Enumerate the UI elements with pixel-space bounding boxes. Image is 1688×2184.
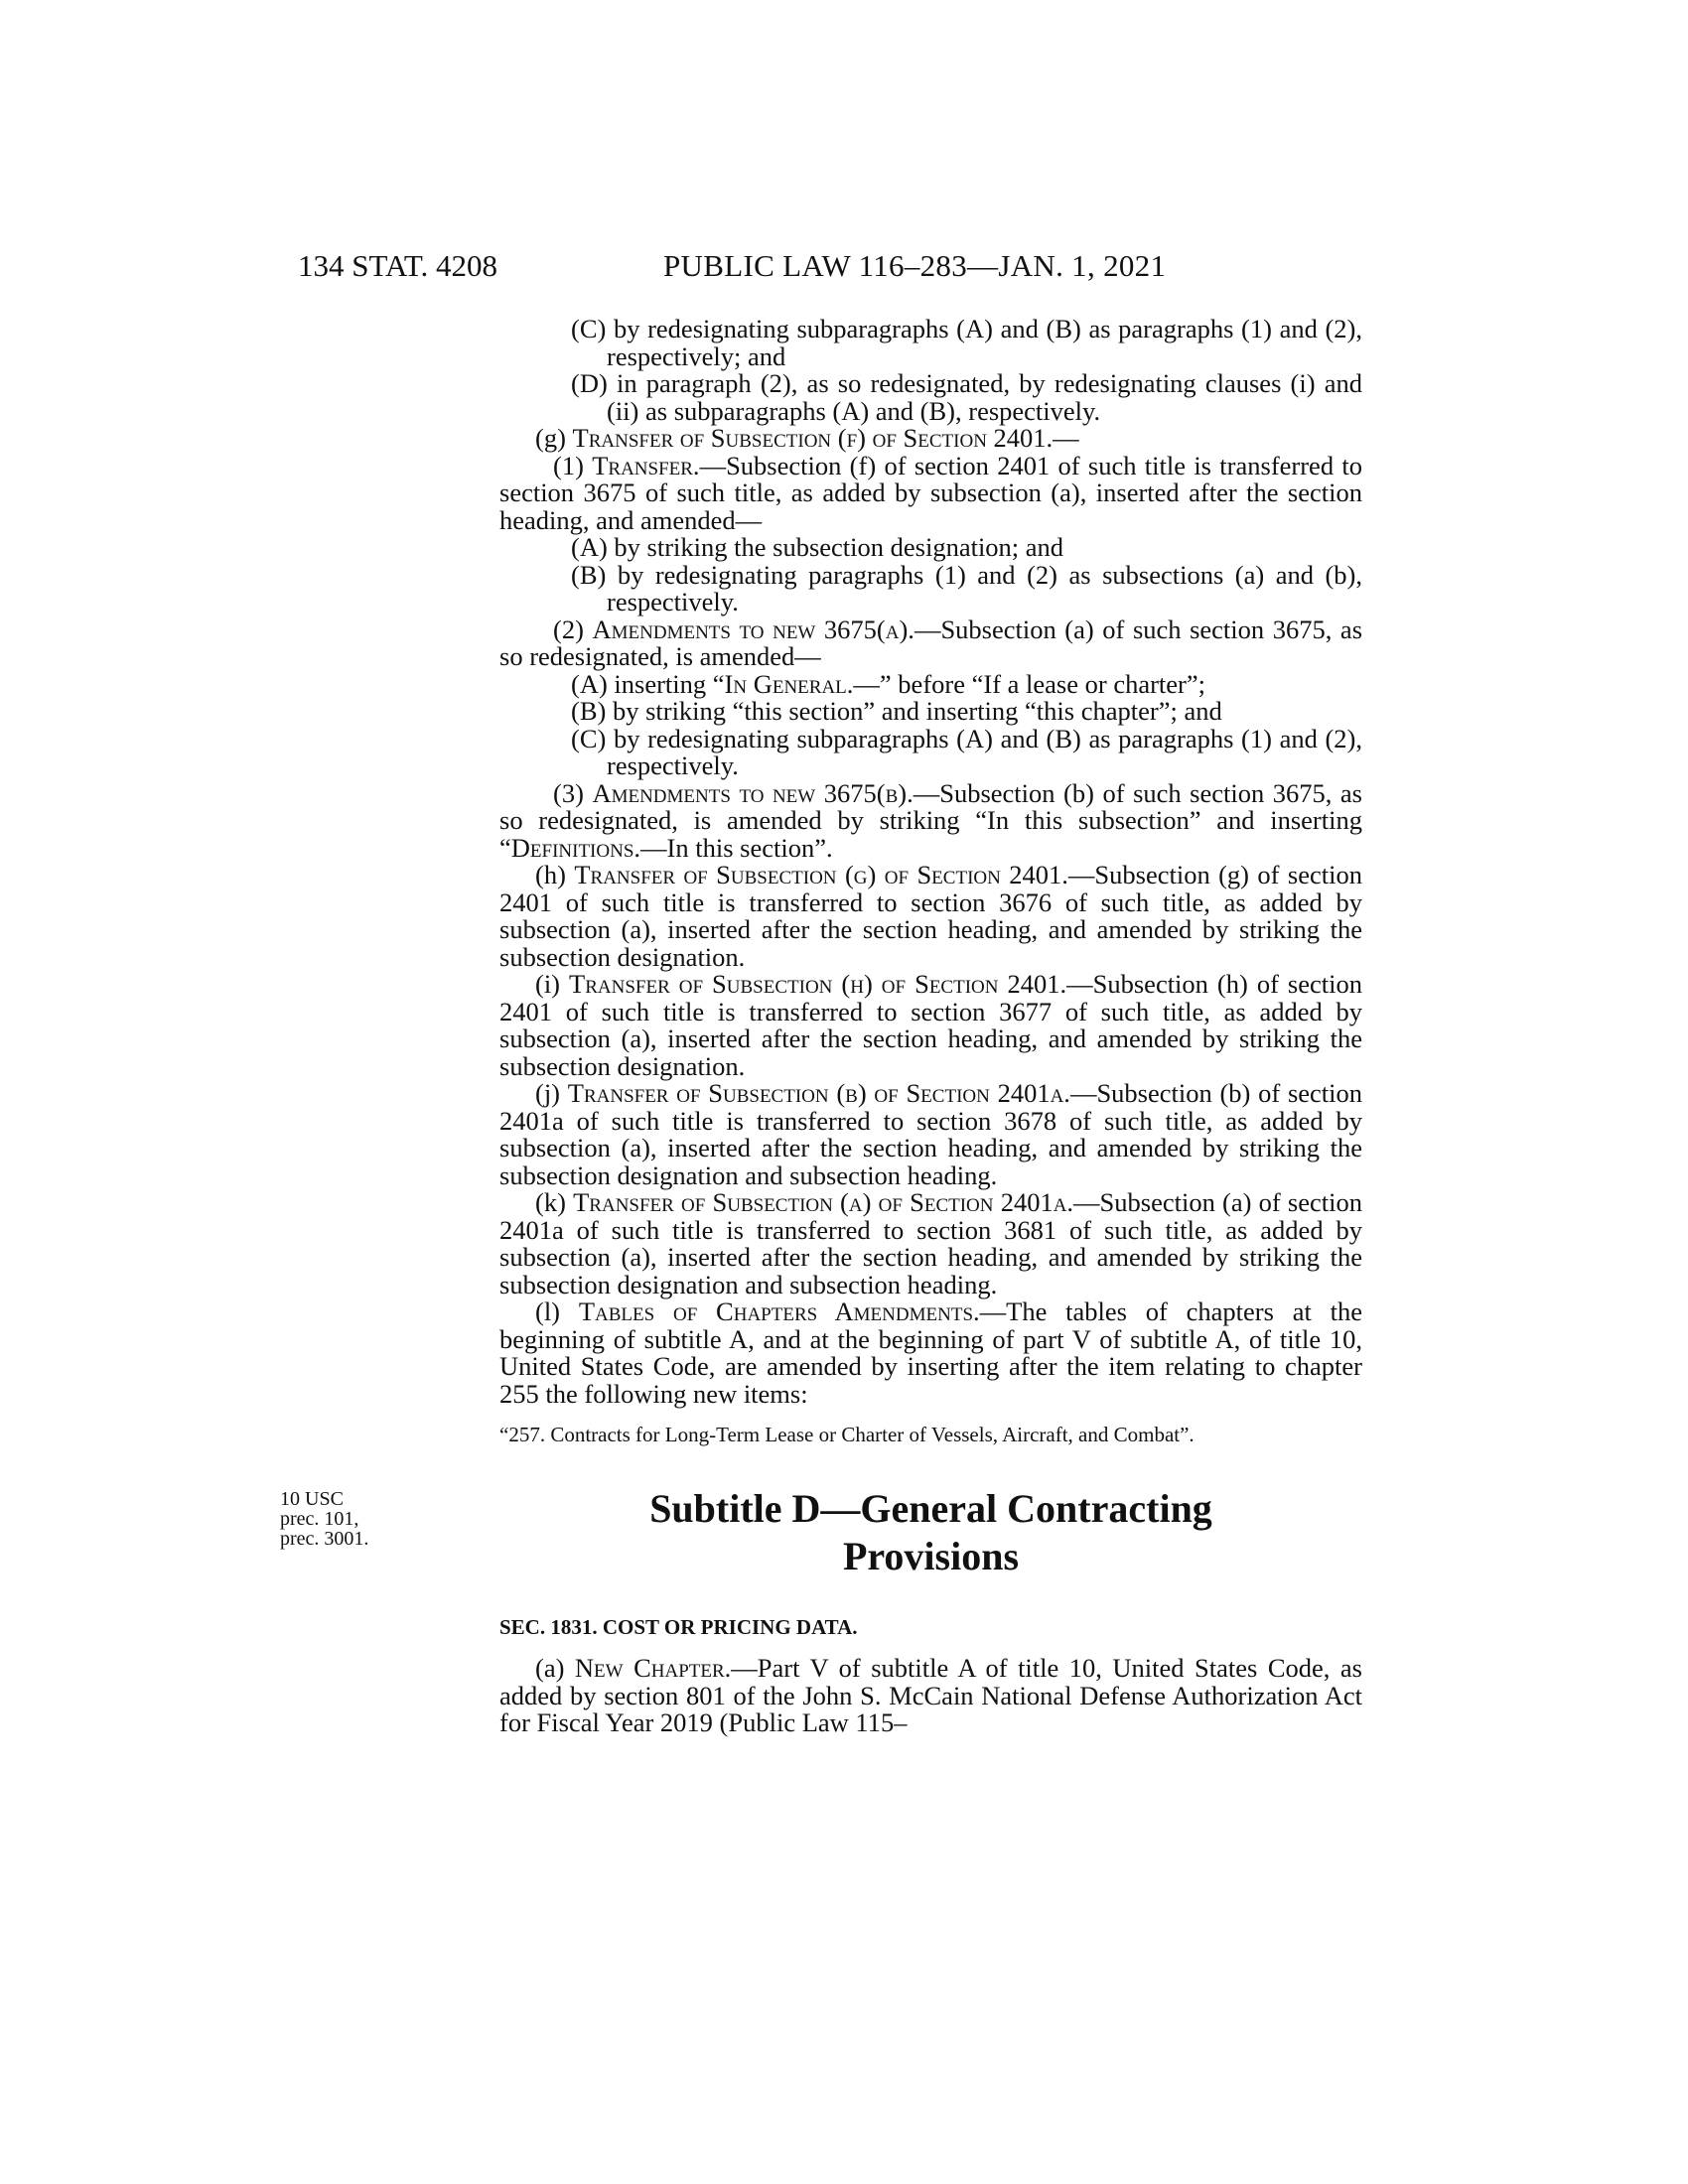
subparagraph-a-striking: (A) by striking the subsection designation; and bbox=[571, 532, 1064, 562]
margin-note-line: prec. 101, bbox=[280, 1508, 359, 1530]
margin-note-line: prec. 3001. bbox=[280, 1528, 369, 1550]
subsection-i-transfer: (i) Transfer of Subsection (h) of Section 2401.—Subsection (h) of section 2401 of such title is transferred to section 3677 of such title, as added by subsection (a), inserted after the section heading, and amended by striking the subsection designation. bbox=[499, 969, 1362, 1081]
subtitle-line: Subtitle D—General Contracting bbox=[649, 1485, 1212, 1531]
paragraph-c-redesignating: (C) by redesignating subparagraphs (A) and (B) as paragraphs (1) and (2), respectively; and bbox=[571, 314, 1362, 371]
paragraph-1-transfer: (1) Transfer.—Subsection (f) of section 2401 of such title is transferred to section 3675 of such title, as added by subsection (a), inserted after the section heading, and amended— bbox=[499, 450, 1362, 535]
subsection-j-transfer: (j) Transfer of Subsection (b) of Section 2401a.—Subsection (b) of section 2401a of such title is transferred to section 3678 of such title, as added by subsection (a), inserted after the section heading, and amended by striking the subsection designation and subsection heading. bbox=[499, 1078, 1362, 1190]
paragraph-d-redesignating-clauses: (D) in paragraph (2), as so redesignated, by redesignating clauses (i) and (ii) as subparagraphs (A) and (B), respectively. bbox=[571, 368, 1362, 426]
subparagraph-a-inserting: (A) inserting “In General.—” before “If a lease or charter”; bbox=[571, 668, 1205, 699]
section-heading: SEC. 1831. COST OR PRICING DATA. bbox=[499, 1614, 858, 1639]
stat-page-number: 134 STAT. 4208 bbox=[298, 248, 498, 283]
subsection-h-transfer: (h) Transfer of Subsection (g) of Section 2401.—Subsection (g) of section 2401 of such title is transferred to section 3676 of such title, as added by subsection (a), inserted after the section heading, and amended by striking the subsection designation. bbox=[499, 860, 1362, 972]
subtitle-heading bbox=[499, 1485, 1362, 1580]
margin-note-line: 10 USC bbox=[280, 1488, 344, 1510]
margin-citation-note bbox=[280, 1489, 419, 1549]
subparagraph-b-striking-section: (B) by striking “this section” and inserting “this chapter”; and bbox=[571, 696, 1222, 726]
subparagraph-c-redesignating: (C) by redesignating subparagraphs (A) and (B) as paragraphs (1) and (2), respectively. bbox=[571, 723, 1362, 780]
subparagraph-b-redesignating: (B) by redesignating paragraphs (1) and (2) as subsections (a) and (b), respectively. bbox=[571, 559, 1362, 616]
subsection-k-transfer: (k) Transfer of Subsection (a) of Section 2401a.—Subsection (a) of section 2401a of such title is transferred to section 3681 of such title, as added by subsection (a), inserted after the section heading, and amended by striking the subsection designation and subsection heading. bbox=[499, 1187, 1362, 1299]
running-head: PUBLIC LAW 116–283—JAN. 1, 2021 bbox=[663, 248, 1167, 283]
subsection-g-heading: (g) Transfer of Subsection (f) of Section 2401.— bbox=[535, 423, 1079, 453]
inserted-table-item: “257. Contracts for Long-Term Lease or Charter of Vessels, Aircraft, and Combat”. bbox=[499, 1423, 1195, 1446]
document-body bbox=[499, 316, 1362, 1737]
page-header bbox=[0, 248, 1688, 288]
subsection-l-tables-amendments: (l) Tables of Chapters Amendments.—The tables of chapters at the beginning of subtitle A, and at the beginning of part V of subtitle A, of title 10, United States Code, are amended by inserting after the item relating to chapter 255 the following new items: bbox=[499, 1297, 1363, 1409]
paragraph-2-amendments: (2) Amendments to new 3675(a).—Subsection (a) of such section 3675, as so redesignated, is amended— bbox=[499, 614, 1363, 671]
section-paragraph-a: (a) New Chapter.—Part V of subtitle A of title 10, United States Code, as added by section 801 of the John S. McCain National Defense Authorization Act for Fiscal Year 2019 (Public Law 115– bbox=[499, 1653, 1362, 1737]
paragraph-3-amendments: (3) Amendments to new 3675(b).—Subsection (b) of such section 3675, as so redesignated, is amended by striking “In this subsection” and inserting “Definitions.—In this section”. bbox=[499, 777, 1362, 863]
subtitle-line: Provisions bbox=[842, 1533, 1020, 1578]
